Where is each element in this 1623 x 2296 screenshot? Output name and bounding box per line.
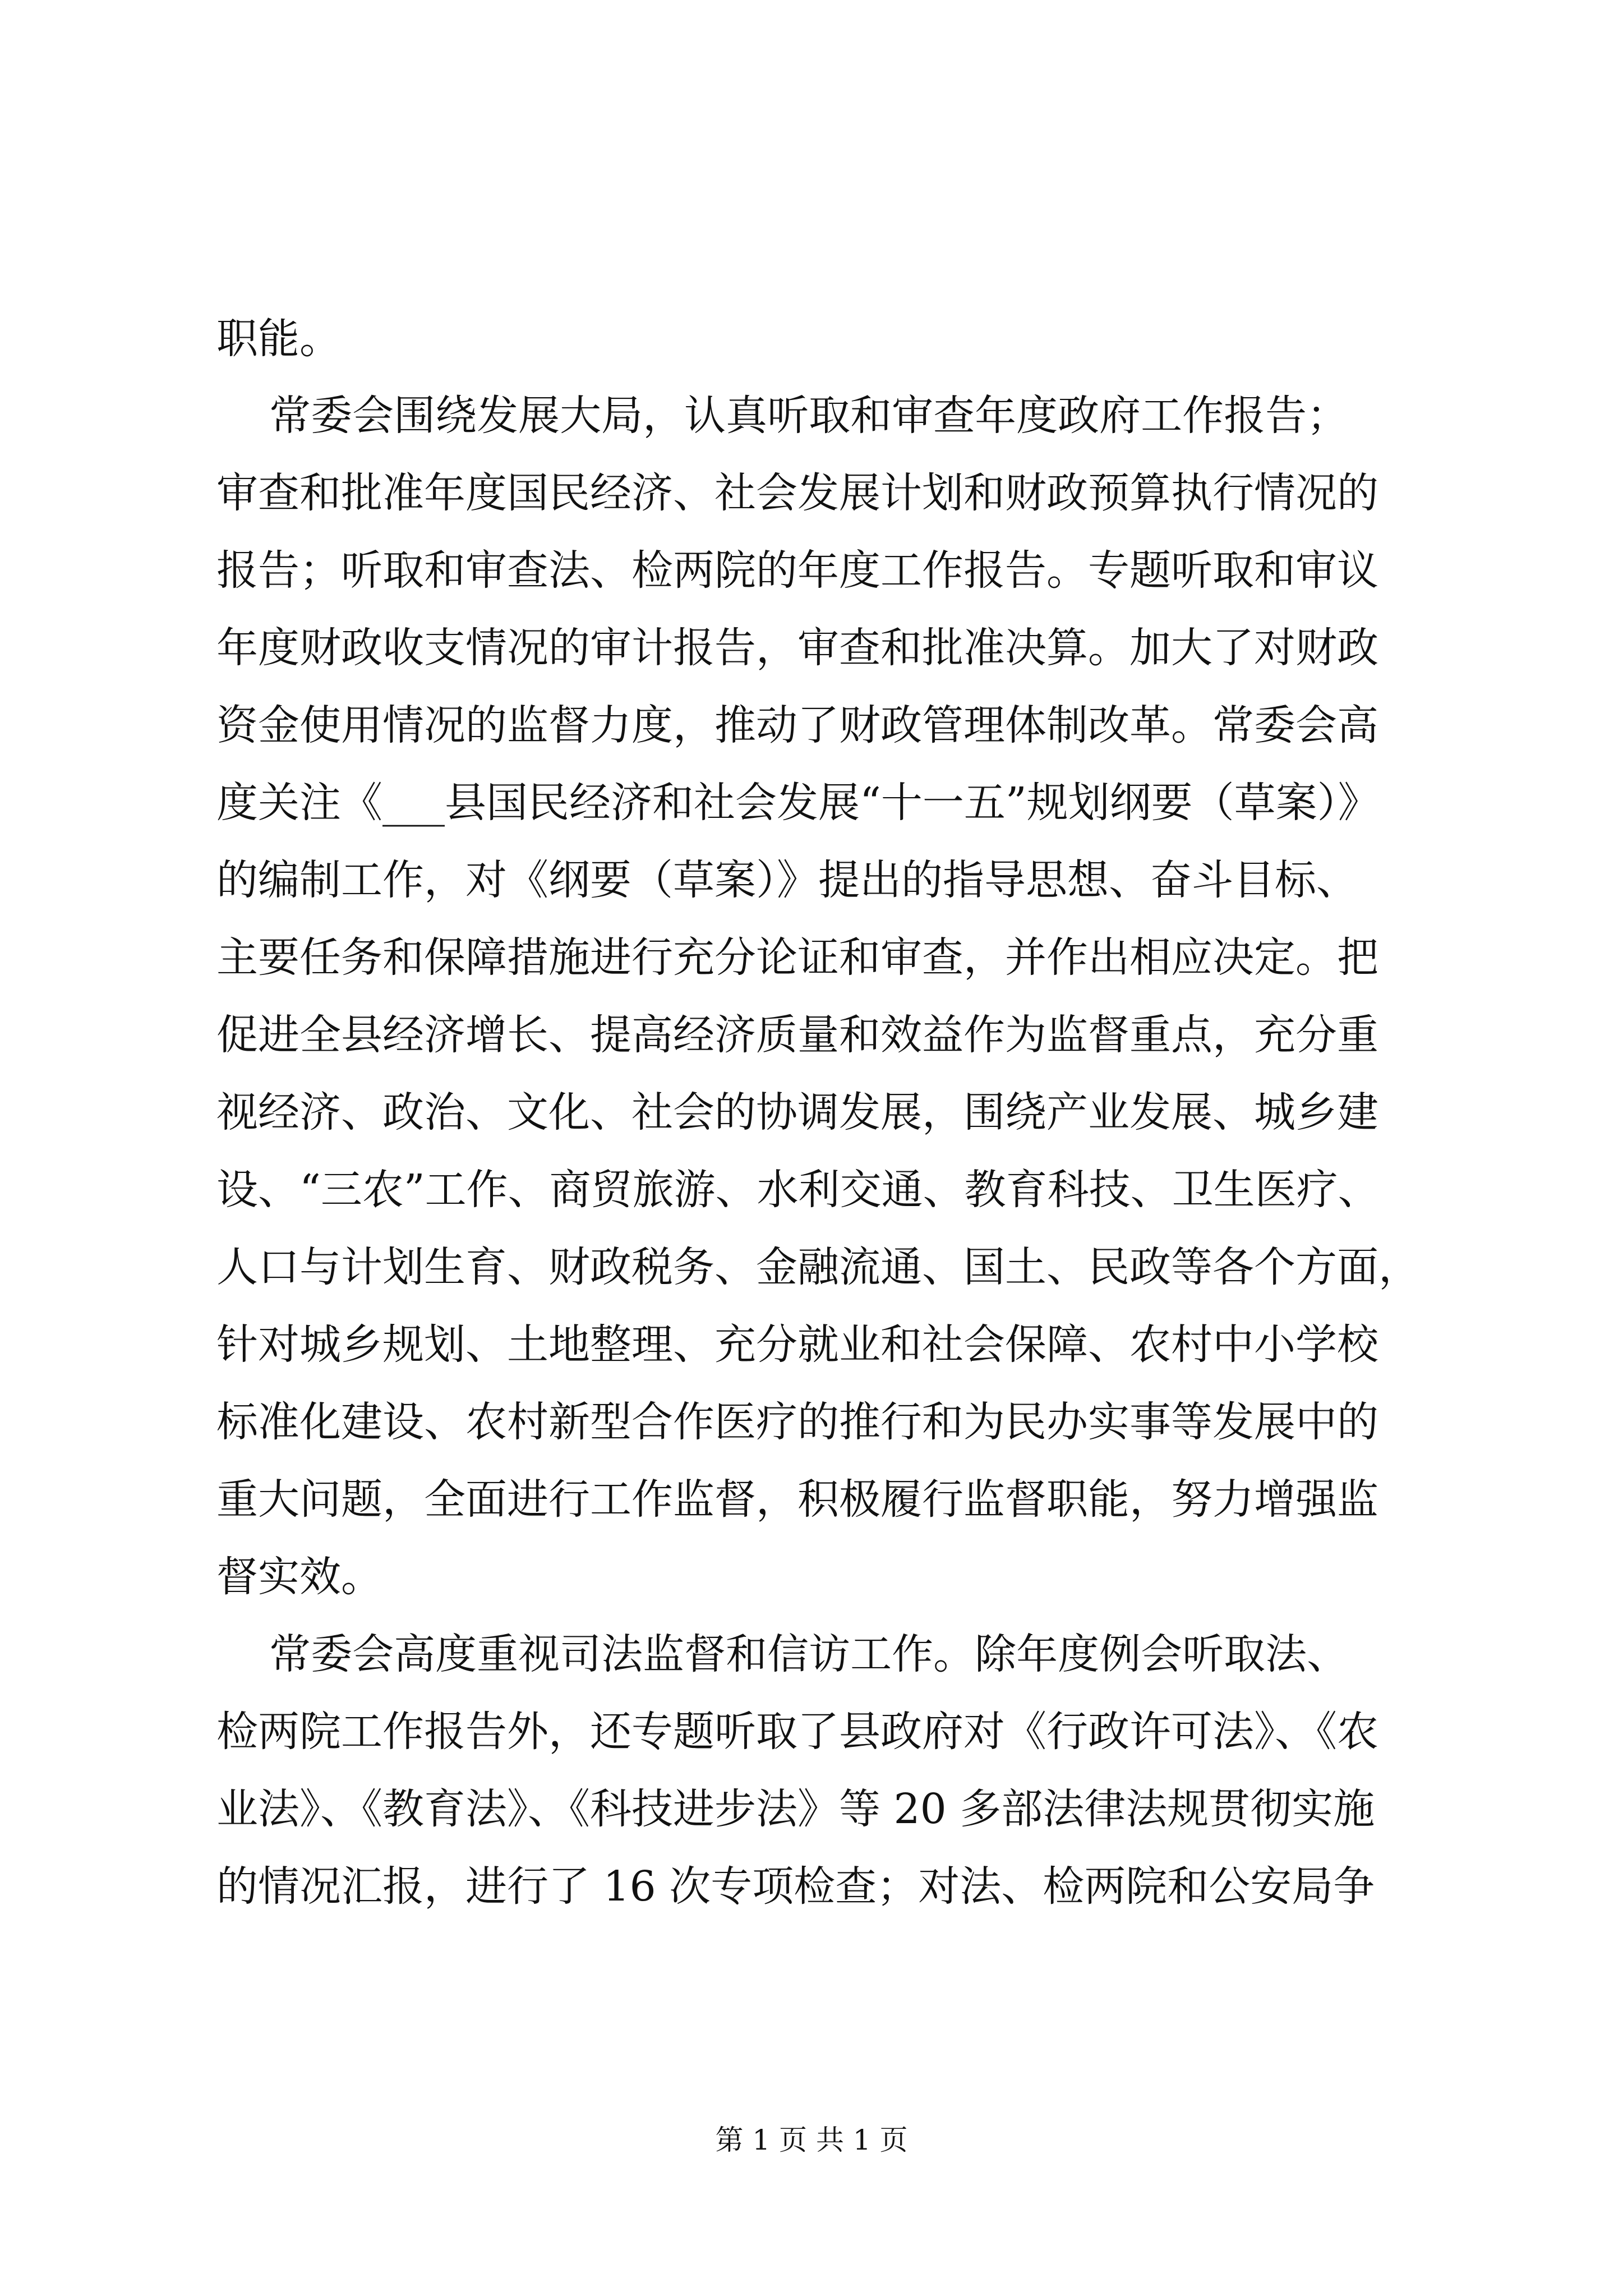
page-number-footer: 第 1 页 共 1 页 bbox=[715, 2124, 908, 2156]
text-line: 年度财政收支情况的审计报告，审查和批准决算。加大了对财政 bbox=[216, 624, 1378, 672]
text-line: 检两院工作报告外，还专题听取了县政府对《行政许可法》、《农 bbox=[216, 1708, 1378, 1756]
text-line: 的编制工作，对《纲要（草案）》提出的指导思想、奋斗目标、 bbox=[216, 856, 1358, 904]
text-line: 督实效。 bbox=[216, 1553, 382, 1601]
text-line: 职能。 bbox=[216, 315, 341, 363]
text-line: 重大问题，全面进行工作监督，积极履行监督职能，努力增强监 bbox=[216, 1475, 1378, 1524]
text-line: 审查和批准年度国民经济、社会发展计划和财政预算执行情况的 bbox=[216, 469, 1378, 517]
text-line: 报告；听取和审查法、检两院的年度工作报告。专题听取和审议 bbox=[216, 546, 1378, 595]
text-line: 视经济、政治、文化、社会的协调发展，围绕产业发展、城乡建 bbox=[216, 1088, 1378, 1137]
text-line: 的情况汇报，进行了 16 次专项检查；对法、检两院和公安局争 bbox=[216, 1862, 1375, 1911]
text-line: 业法》、《教育法》、《科技进步法》等 20 多部法律法规贯彻实施 bbox=[216, 1785, 1375, 1833]
text-line: 标准化建设、农村新型合作医疗的推行和为民办实事等发展中的 bbox=[216, 1398, 1378, 1446]
text-line: 主要任务和保障措施进行充分论证和审查，并作出相应决定。把 bbox=[216, 933, 1378, 982]
text-line: 常委会高度重视司法监督和信访工作。除年度例会听取法、 bbox=[216, 1630, 1349, 1678]
text-line: 人口与计划生育、财政税务、金融流通、国土、民政等各个方面， bbox=[216, 1243, 1420, 1291]
text-line: 度关注《___县国民经济和社会发展“十一五”规划纲要（草案）》 bbox=[216, 779, 1380, 827]
text-line: 设、“三农”工作、商贸旅游、水利交通、教育科技、卫生医疗、 bbox=[216, 1166, 1380, 1214]
text-line: 针对城乡规划、土地整理、充分就业和社会保障、农村中小学校 bbox=[216, 1320, 1378, 1369]
text-line: 资金使用情况的监督力度，推动了财政管理体制改革。常委会高 bbox=[216, 701, 1378, 749]
text-line: 常委会围绕发展大局，认真听取和审查年度政府工作报告； bbox=[216, 392, 1349, 440]
text-line: 促进全县经济增长、提高经济质量和效益作为监督重点，充分重 bbox=[216, 1011, 1378, 1059]
